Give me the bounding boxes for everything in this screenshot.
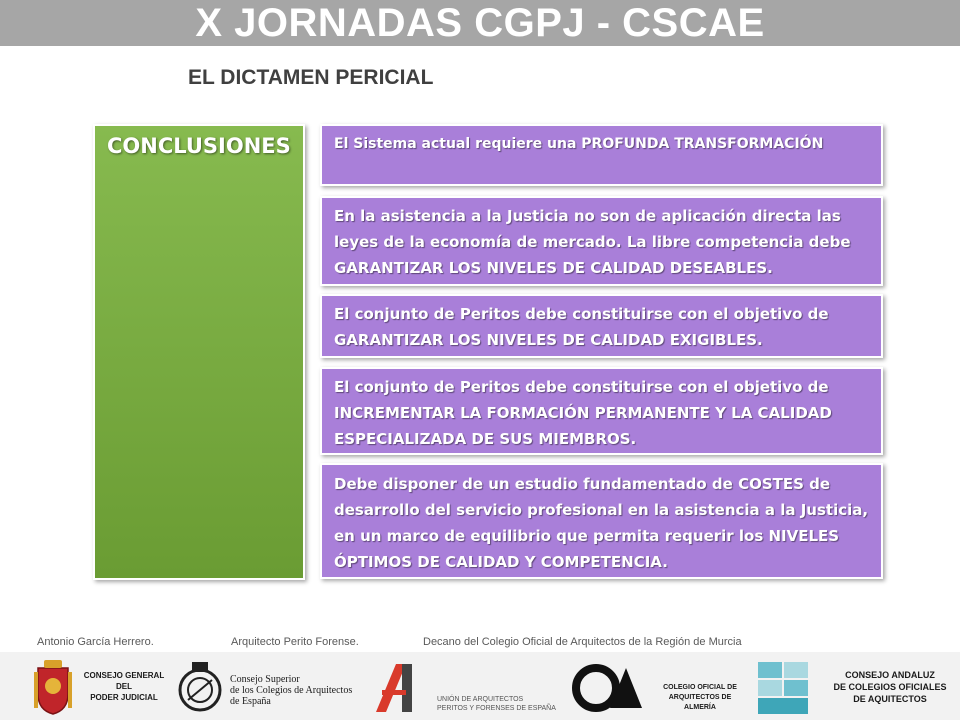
- almeria-logo-icon: [572, 660, 644, 714]
- slide-subtitle: EL DICTAMEN PERICIAL: [188, 66, 434, 89]
- almeria-logo-text: COLEGIO OFICIAL DE ARQUITECTOS DE ALMERÍA: [663, 684, 737, 711]
- conclusion-card-5: Debe disponer de un estudio fundamentado de COSTES de desarrollo del servicio profesional en la asistencia a la Justicia, en un marco de equilibrio que permita requerir los NIVELES ÓPTIMOS DE CALIDAD Y COMPETENCIA.: [320, 463, 883, 579]
- conclusion-card-4: El conjunto de Peritos debe constituirse con el objetivo de INCREMENTAR LA FORMACIÓN PERMANENTE Y LA CALIDAD ESPECIALIZADA DE SUS MIEMBROS.: [320, 367, 883, 455]
- conclusions-label: CONCLUSIONES: [107, 134, 291, 158]
- author-dean: Decano del Colegio Oficial de Arquitectos de la Región de Murcia: [423, 636, 742, 648]
- andaluz-logo-icon: [758, 662, 810, 716]
- union-logo-text: UNIÓN DE ARQUITECTOS PERITOS Y FORENSES DE ESPAÑA: [437, 696, 556, 712]
- union-logo-icon: [372, 660, 438, 714]
- cscae-emblem-icon: [174, 660, 226, 714]
- cgpj-crest-icon: [30, 658, 76, 716]
- conclusion-card-2: En la asistencia a la Justicia no son de aplicación directa las leyes de la economía de mercado. La libre competencia debe GARANTIZAR LOS NIVELES DE CALIDAD DESEABLES.: [320, 196, 883, 286]
- conclusions-panel: [93, 124, 305, 580]
- andaluz-logo-text: CONSEJO ANDALUZ DE COLEGIOS OFICIALES DE AQUITECTOS: [833, 670, 947, 704]
- author-role: Arquitecto Perito Forense.: [231, 636, 359, 648]
- cgpj-logo-text: CONSEJO GENERAL DEL PODER JUDICIAL: [83, 671, 165, 702]
- conclusion-card-1: El Sistema actual requiere una PROFUNDA TRANSFORMACIÓN: [320, 124, 883, 186]
- author-name: Antonio García Herrero.: [37, 636, 154, 648]
- slide-title: X JORNADAS CGPJ - CSCAE: [195, 1, 765, 45]
- conclusion-card-3: El conjunto de Peritos debe constituirse con el objetivo de GARANTIZAR LOS NIVELES DE CALIDAD EXIGIBLES.: [320, 294, 883, 358]
- cscae-logo-text: Consejo Superior de los Colegios de Arquitectos de España: [230, 674, 353, 707]
